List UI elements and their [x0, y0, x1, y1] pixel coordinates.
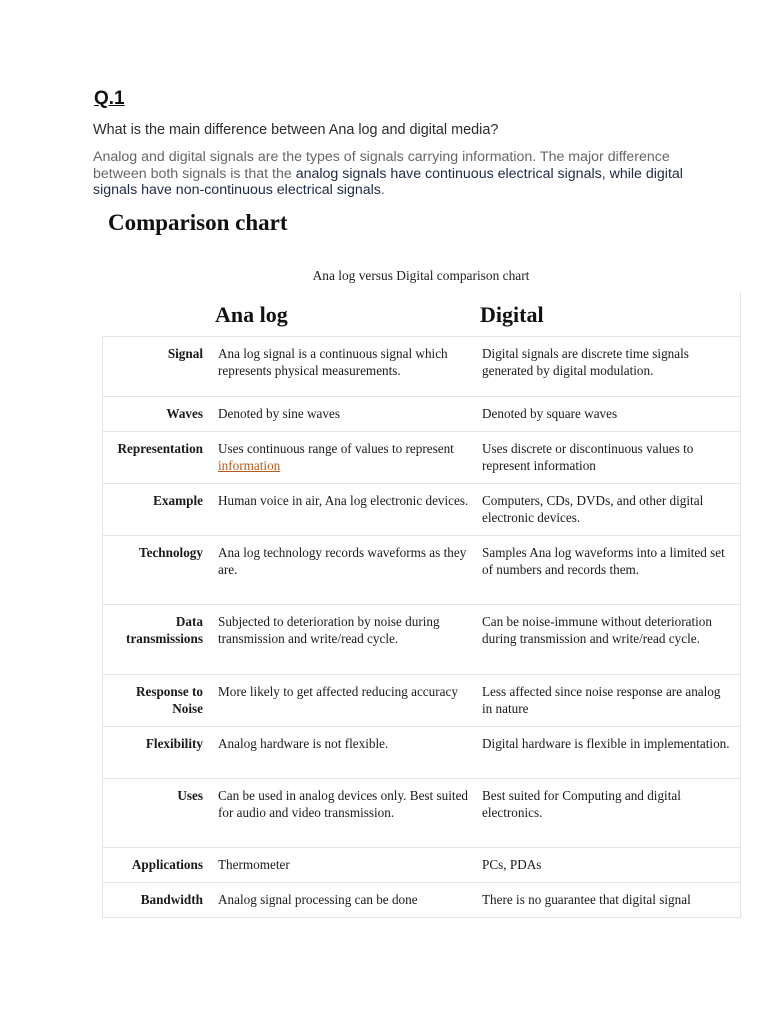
- analog-cell: Denoted by sine waves: [218, 406, 340, 421]
- analog-cell: Subjected to deterioration by noise during transmission and write/read cycle.: [218, 614, 440, 647]
- table-header: [102, 292, 741, 336]
- table-row-example: [102, 484, 741, 536]
- table-row-applications: [102, 848, 741, 883]
- analog-cell: Human voice in air, Ana log electronic devices.: [218, 493, 469, 508]
- answer-paragraph: [93, 149, 693, 199]
- row-label: Example: [153, 493, 203, 508]
- analog-cell: More likely to get affected reducing accuracy: [218, 684, 458, 699]
- row-label: Representation: [117, 441, 203, 456]
- question-number: Q.1: [94, 88, 125, 109]
- row-label: Waves: [166, 406, 203, 421]
- digital-cell: There is no guarantee that digital signal: [482, 892, 691, 907]
- answer-text-end: .: [380, 182, 385, 198]
- table-row-signal: [102, 336, 741, 397]
- information-link[interactable]: information: [218, 458, 281, 474]
- comparison-chart-title: Comparison chart: [108, 210, 288, 235]
- analog-column-header: Ana log: [215, 302, 288, 327]
- row-label: Data transmissions: [126, 614, 203, 647]
- comparison-table: [102, 292, 741, 918]
- digital-cell: Best suited for Computing and digital electronics.: [482, 788, 681, 821]
- digital-cell: Less affected since noise response are analog in nature: [482, 684, 721, 717]
- analog-cell: Analog signal processing can be done: [218, 892, 418, 907]
- row-label: Technology: [139, 545, 203, 560]
- table-row-uses: [102, 779, 741, 848]
- digital-column-header: Digital: [480, 302, 544, 327]
- table-row-flexibility: [102, 727, 741, 779]
- row-label: Signal: [167, 346, 203, 361]
- digital-cell: Can be noise-immune without deterioration during transmission and write/read cycle.: [482, 614, 712, 647]
- digital-cell: Digital signals are discrete time signals generated by digital modulation.: [482, 346, 689, 379]
- analog-cell: Thermometer: [218, 857, 290, 872]
- question-text: What is the main difference between Ana log and digital media?: [93, 122, 499, 138]
- digital-cell: Uses discrete or discontinuous values to represent information: [482, 441, 694, 474]
- row-label: Flexibility: [145, 736, 203, 751]
- row-label: Bandwidth: [140, 892, 203, 907]
- answer-highlight: analog signals have continuous electrical signals, while digital signals have non-continuous electrical signals: [93, 165, 683, 198]
- answer-text-start: Analog and digital signals are the types of signals carrying information. The major difference between both signals is that the: [93, 149, 670, 182]
- table-row-data-transmissions: [102, 605, 741, 675]
- table-row-technology: [102, 536, 741, 605]
- digital-cell: Digital hardware is flexible in implementation.: [482, 736, 730, 751]
- analog-cell: Can be used in analog devices only. Best suited for audio and video transmission.: [218, 788, 469, 821]
- table-row-bandwidth: [102, 883, 741, 918]
- table-row-waves: [102, 397, 741, 432]
- digital-cell: PCs, PDAs: [482, 857, 542, 872]
- table-row-representation: [102, 432, 741, 484]
- table-row-response-to-noise: [102, 675, 741, 727]
- analog-cell: [211, 432, 475, 483]
- analog-cell: Ana log signal is a continuous signal which represents physical measurements.: [218, 346, 448, 379]
- analog-cell: Ana log technology records waveforms as they are.: [218, 545, 467, 578]
- analog-cell: Analog hardware is not flexible.: [218, 736, 389, 751]
- digital-cell: Samples Ana log waveforms into a limited set of numbers and records them.: [482, 545, 725, 578]
- analog-cell-text: Uses continuous range of values to represent: [218, 441, 454, 456]
- row-label: Applications: [131, 857, 203, 872]
- digital-cell: Denoted by square waves: [482, 406, 618, 421]
- comparison-chart-caption: Ana log versus Digital comparison chart: [312, 268, 530, 283]
- row-label: Response to Noise: [135, 684, 203, 717]
- row-label: Uses: [177, 788, 203, 803]
- digital-cell: Computers, CDs, DVDs, and other digital electronic devices.: [482, 493, 704, 526]
